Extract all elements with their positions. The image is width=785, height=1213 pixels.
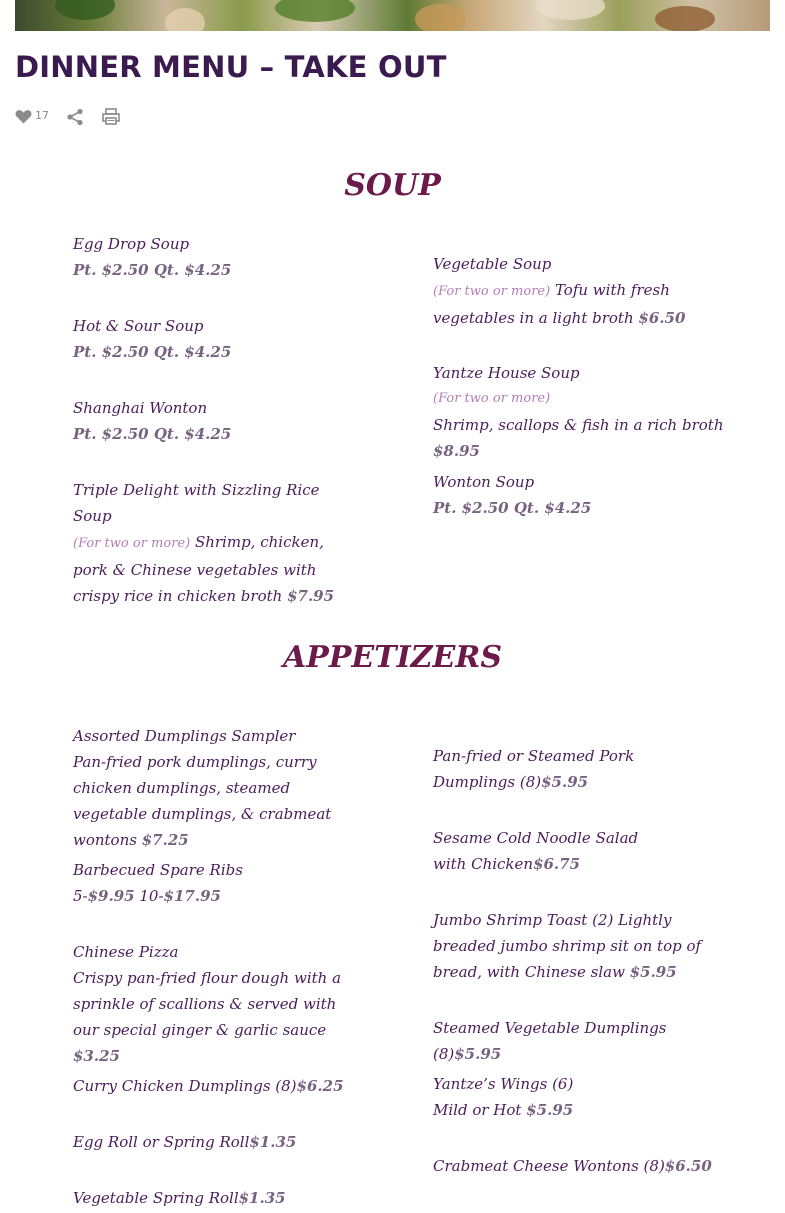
- menu-item-assorted-dumplings: [73, 723, 365, 853]
- menu-item-jumbo-shrimp-toast: [433, 907, 708, 985]
- item-price: $6.50: [638, 309, 686, 327]
- item-description: Pan-fried pork dumplings, curry chicken dumplings, steamed vegetable dumplings, & crabmeat wontons: [73, 753, 332, 849]
- item-name: Jumbo Shrimp Toast (2) Lightly breaded jumbo shrimp sit on top of bread, with Chinese slaw: [433, 911, 702, 981]
- menu-item-shanghai-wonton: [73, 395, 363, 447]
- item-name: Crabmeat Cheese Wontons (8): [433, 1157, 665, 1175]
- item-name: Steamed Vegetable Dumplings (8): [433, 1019, 667, 1063]
- soup-heading: SOUP: [344, 168, 441, 203]
- item-note: (For two or more): [433, 284, 551, 299]
- menu-item-curry-chicken-dumplings: [73, 1073, 365, 1099]
- item-name: Shanghai Wonton: [73, 399, 208, 417]
- item-price: $5.95: [454, 1045, 502, 1063]
- item-price: $7.25: [141, 831, 189, 849]
- item-name: Curry Chicken Dumplings (8): [73, 1077, 297, 1095]
- item-price: $9.95: [87, 887, 135, 905]
- item-price: $17.95: [163, 887, 221, 905]
- item-note: (For two or more): [73, 536, 191, 551]
- page-title: DINNER MENU – TAKE OUT: [15, 50, 447, 84]
- print-icon[interactable]: [102, 108, 120, 129]
- item-size: 10-: [139, 887, 164, 905]
- item-price: $7.95: [287, 587, 335, 605]
- item-note: (For two or more): [433, 391, 551, 406]
- item-description: Shrimp, chicken, pork & Chinese vegetables with crispy rice in chicken broth: [73, 533, 324, 605]
- item-price: $5.95: [526, 1101, 574, 1119]
- menu-item-egg-drop-soup: [73, 231, 363, 283]
- item-price: $3.25: [73, 1047, 120, 1065]
- menu-item-crabmeat-cheese-wontons: [433, 1153, 733, 1179]
- item-price: Pt. $2.50 Qt. $4.25: [73, 343, 232, 361]
- item-name: Vegetable Soup: [433, 255, 552, 273]
- menu-item-vegetable-spring-roll: [73, 1185, 365, 1211]
- item-size: 5-: [73, 887, 88, 905]
- item-name: Triple Delight with Sizzling Rice Soup: [73, 481, 320, 525]
- menu-item-yantze-wings: [433, 1071, 733, 1123]
- item-description: Shrimp, scallops & fish in a rich broth: [433, 416, 724, 434]
- item-price: $8.95: [433, 442, 480, 460]
- menu-item-wonton-soup: [433, 469, 728, 521]
- item-name: Barbecued Spare Ribs: [73, 861, 243, 879]
- item-name: Vegetable Spring Roll: [73, 1189, 239, 1207]
- item-name: Chinese Pizza: [73, 943, 179, 961]
- item-price: $1.35: [249, 1133, 297, 1151]
- item-name: Egg Drop Soup: [73, 235, 190, 253]
- menu-item-hot-sour-soup: [73, 313, 363, 365]
- menu-item-pork-dumplings: [433, 743, 708, 795]
- item-option: Mild or Hot: [433, 1101, 522, 1119]
- item-price: $5.95: [541, 773, 589, 791]
- like-count: 17: [35, 109, 49, 122]
- item-name: Yantze’s Wings (6): [433, 1075, 574, 1093]
- share-icon[interactable]: [66, 108, 84, 130]
- menu-item-triple-delight-soup: [73, 477, 358, 609]
- item-name: Yantze House Soup: [433, 364, 580, 382]
- heart-icon[interactable]: [15, 109, 32, 128]
- menu-item-egg-roll: [73, 1129, 365, 1155]
- item-price: $6.75: [533, 855, 581, 873]
- item-price: Pt. $2.50 Qt. $4.25: [73, 425, 232, 443]
- item-price: Pt. $2.50 Qt. $4.25: [433, 499, 592, 517]
- item-name: Egg Roll or Spring Roll: [73, 1133, 250, 1151]
- item-name: Wonton Soup: [433, 473, 535, 491]
- item-name: Pan-fried or Steamed Pork Dumplings (8): [433, 747, 635, 791]
- item-price: $6.50: [664, 1157, 712, 1175]
- item-description: Crispy pan-fried flour dough with a sprinkle of scallions & served with our special ginger & garlic sauce: [73, 969, 342, 1039]
- item-price: $5.95: [629, 963, 677, 981]
- item-price: $6.25: [296, 1077, 344, 1095]
- menu-item-vegetable-soup: [433, 251, 728, 331]
- menu-item-sesame-noodle-salad: [433, 825, 673, 877]
- menu-item-spare-ribs: [73, 857, 365, 909]
- appetizers-heading: APPETIZERS: [283, 640, 502, 675]
- item-price: $1.35: [238, 1189, 286, 1207]
- menu-item-steamed-vegetable-dumplings: [433, 1015, 733, 1067]
- item-name: Sesame Cold Noodle Salad with Chicken: [433, 829, 639, 873]
- menu-item-chinese-pizza: [73, 939, 365, 1069]
- item-name: Assorted Dumplings Sampler: [73, 727, 296, 745]
- item-price: Pt. $2.50 Qt. $4.25: [73, 261, 232, 279]
- hero-food-image: [15, 0, 770, 31]
- item-description: Tofu with fresh vegetables in a light broth: [433, 281, 670, 327]
- menu-item-yantze-house-soup: [433, 360, 728, 464]
- item-name: Hot & Sour Soup: [73, 317, 204, 335]
